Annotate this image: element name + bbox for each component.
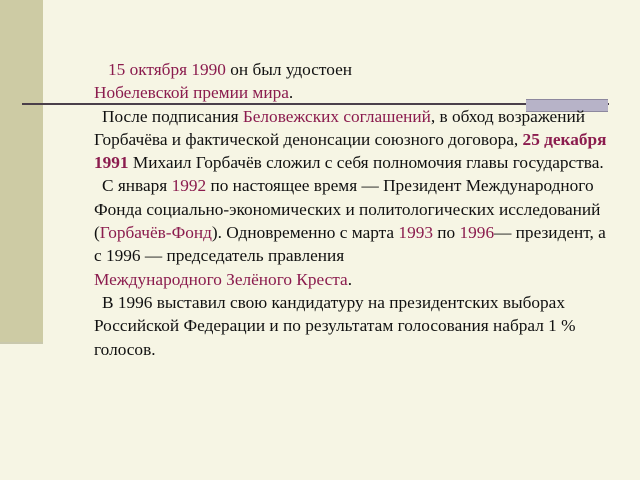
p2-text-2: , в обход возражений Горбачёва и фактической денонсации союзного договора, — [94, 106, 585, 149]
paragraph-resignation — [94, 105, 614, 175]
p3-text-1: С января — [102, 176, 172, 196]
paragraph-elections — [94, 291, 614, 361]
p2-text-1: После подписания — [102, 106, 243, 126]
p4-text-1: В 1996 выставил свою кандидатуру на президентских выборах Российской Федерации и по результатам голосования набрал 1 % голосов. — [94, 292, 576, 359]
side-decor-bar — [0, 0, 43, 342]
green-cross-link[interactable]: Международного Зелёного Креста — [94, 269, 348, 289]
slide-text-body — [94, 58, 614, 361]
p1-text-1: он был удостоен — [225, 60, 353, 79]
p2-text-3: Михаил Горбачёв сложил с себя полномочия главы государства. — [128, 153, 604, 173]
year-1993-link[interactable]: 1993 — [398, 223, 433, 243]
date-25-december-1991: 25 декабря 1991 — [94, 129, 607, 173]
gorbachev-fund-link[interactable]: Горбачёв-Фонд — [99, 223, 212, 243]
p3-text-3: ). Одновременно с марта — [211, 223, 399, 243]
p1-text-2: . — [288, 83, 294, 103]
year-1996-link[interactable]: 1996 — [459, 223, 495, 243]
p3-text-4: по — [432, 223, 460, 243]
side-decor-bar-shadow — [0, 342, 43, 344]
p3-text-2: по настоящее время — Президент Международного Фонда социально-экономических и политологических исследований ( — [94, 176, 601, 243]
p3-text-6: . — [347, 269, 353, 289]
paragraph-foundation — [94, 174, 614, 290]
p3-text-5: — президент, а с 1996 — председатель правления — [94, 223, 606, 266]
paragraph-nobel — [94, 58, 614, 105]
year-1992-link[interactable]: 1992 — [171, 176, 207, 196]
belovezh-accords-link[interactable]: Беловежских соглашений — [242, 106, 431, 126]
date-15-october-1990: 15 октября 1990 — [108, 60, 226, 79]
nobel-prize-link[interactable]: Нобелевской премии мира — [94, 83, 289, 103]
